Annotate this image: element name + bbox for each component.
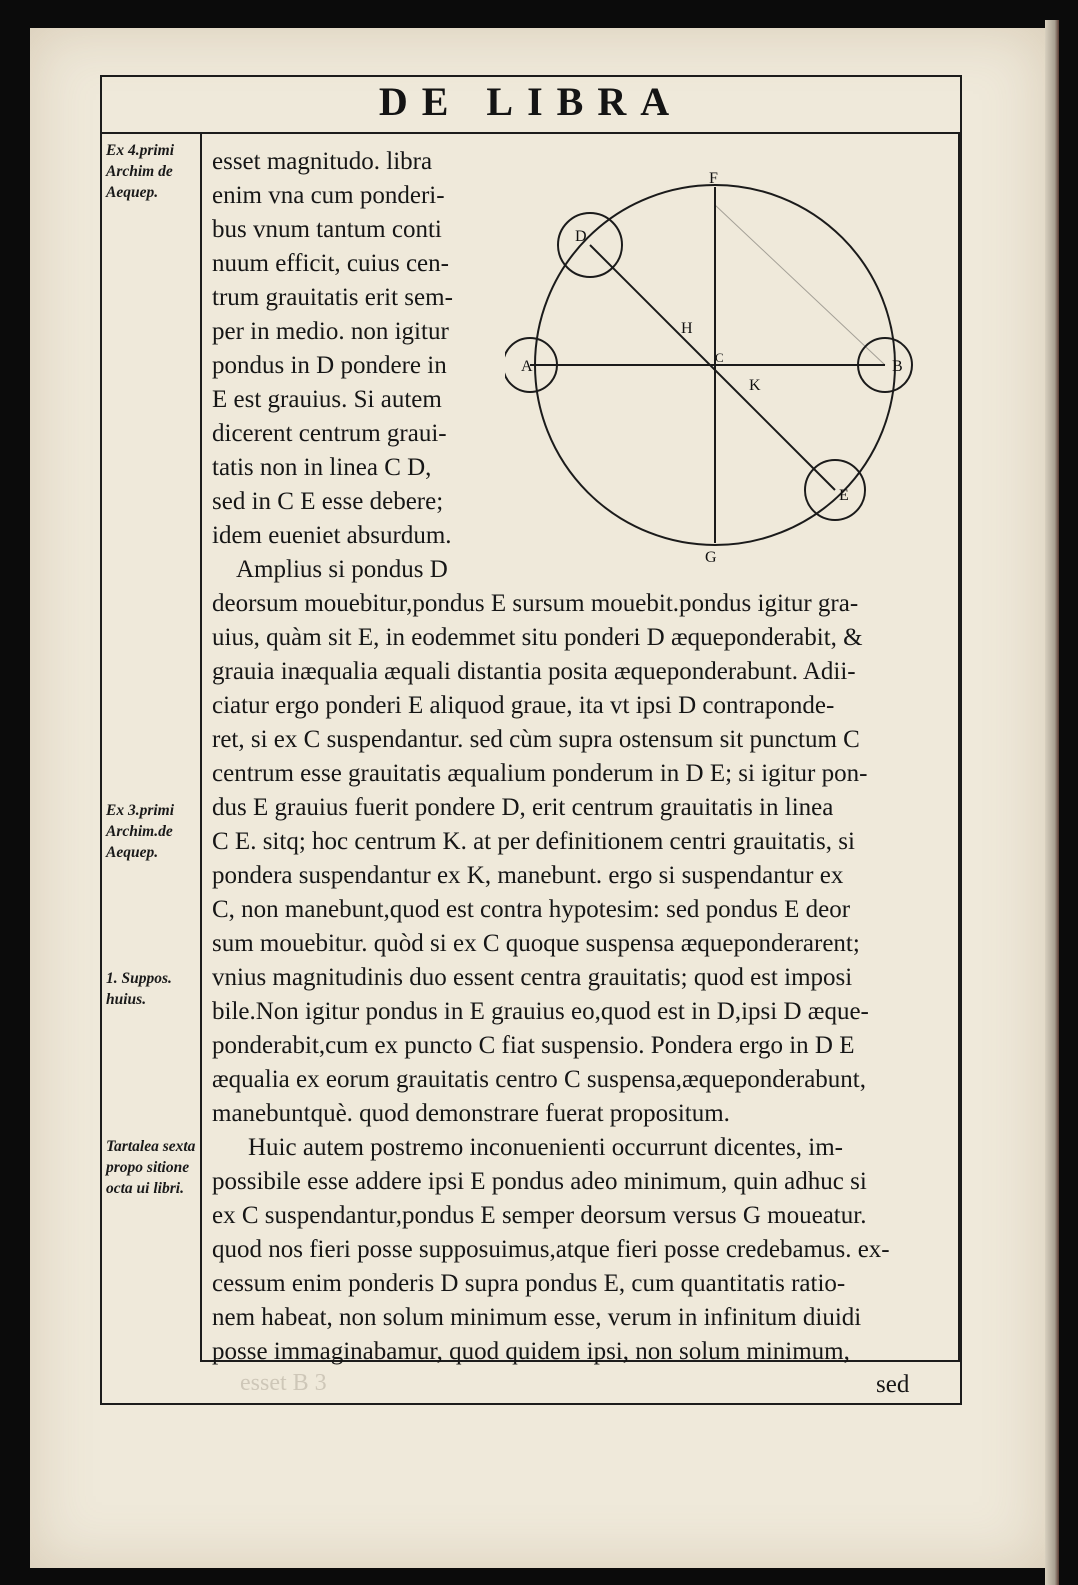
text-line: trum grauitatis erit sem- [212, 284, 453, 311]
label-a: A [521, 358, 533, 375]
label-c: C [715, 350, 724, 365]
text-line: E est grauius. Si autem [212, 386, 442, 413]
text-line: nem habeat, non solum minimum esse, verum in infinitum diuidi [212, 1304, 862, 1331]
text-line: possibile esse addere ipsi E pondus adeo minimum, quin adhuc si [212, 1168, 867, 1195]
text-line: esset magnitudo. libra [212, 148, 433, 175]
label-b: B [892, 358, 903, 375]
bleed-through-text: esset B 3 [240, 1370, 327, 1396]
text-line: grauia inæqualia æquali distantia posita æqueponderabunt. Adii- [212, 658, 856, 685]
text-line: dus E grauius fuerit pondere D, erit centrum grauitatis in linea [212, 794, 834, 821]
text-right-rule [958, 134, 960, 1362]
text-line: ret, si ex C suspendantur. sed cùm supra ostensum sit punctum C [212, 726, 860, 753]
diagonal-line-de [590, 245, 835, 490]
label-f: F [709, 170, 718, 187]
facing-page-edge [1045, 20, 1059, 1585]
text-line: posse immaginabamur, quod quidem ipsi, non solum minimum, [212, 1338, 850, 1365]
text-line: sum mouebitur. quòd si ex C quoque suspensa æqueponderarent; [212, 930, 860, 957]
text-line: æqualia ex eorum grauitatis centro C suspensa,æqueponderabunt, [212, 1066, 867, 1093]
text-line: bus vnum tantum conti [212, 216, 442, 243]
text-line: pondus in D pondere in [212, 352, 447, 379]
text-line: pondera suspendantur ex K, manebunt. ergo si suspendantur ex [212, 862, 844, 889]
text-line: idem eueniet absurdum. [212, 522, 452, 549]
label-k: K [749, 377, 761, 394]
label-e: E [839, 487, 849, 504]
catchword: sed [876, 1371, 910, 1398]
text-line: C, non manebunt,quod est contra hypotesim: sed pondus E deor [212, 896, 851, 923]
marginal-note: Ex 4.primi Archim de Aequep. [106, 142, 175, 201]
text-line: quod nos fieri posse supposuimus,atque fieri posse credebamus. ex- [212, 1236, 890, 1263]
text-line: deorsum mouebitur,pondus E sursum mouebit.pondus igitur gra- [212, 590, 859, 617]
text-line: C E. sitq; hoc centrum K. at per definitionem centri grauitatis, si [212, 828, 855, 855]
marginal-note: Tartalea sexta propo sitione octa ui libri. [106, 1138, 196, 1197]
header-rule [100, 132, 962, 134]
text-line: per in medio. non igitur [212, 318, 449, 345]
marginal-note: Ex 3.primi Archim.de Aequep. [106, 802, 175, 861]
text-line: ciatur ergo ponderi E aliquod graue, ita vt ipsi D contraponde- [212, 692, 835, 719]
text-line: cessum enim ponderis D supra pondus E, cum quantitatis ratio- [212, 1270, 846, 1297]
label-h: H [681, 320, 693, 337]
text-line: uius, quàm sit E, in eodemmet situ ponderi D æqueponderabit, & [212, 624, 863, 651]
running-head: DE LIBRA [378, 79, 684, 124]
text-line: enim vna cum ponderi- [212, 182, 445, 209]
label-d: D [575, 228, 587, 245]
text-line: bile.Non igitur pondus in E grauius eo,quod est in D,ipsi D æque- [212, 998, 869, 1025]
text-line: Huic autem postremo inconuenienti occurrunt dicentes, im- [248, 1134, 843, 1161]
text-line: vnius magnitudinis duo essent centra grauitatis; quod est imposi [212, 964, 853, 991]
text-line: dicerent centrum graui- [212, 420, 447, 447]
text-line: Amplius si pondus D [236, 556, 448, 583]
text-line: nuum efficit, cuius cen- [212, 250, 449, 277]
text-line: ex C suspendantur,pondus E semper deorsum versus G moueatur. [212, 1202, 867, 1229]
text-line: manebuntquè. quod demonstrare fuerat propositum. [212, 1100, 730, 1127]
text-line: tatis non in linea C D, [212, 454, 432, 481]
text-line: centrum esse grauitatis æqualium ponderum in D E; si igitur pon- [212, 760, 868, 787]
label-g: G [705, 549, 717, 565]
text-line: ponderabit,cum ex puncto C fiat suspensio. Pondera ergo in D E [212, 1032, 855, 1059]
balance-diagram [505, 165, 925, 565]
text-line: sed in C E esse debere; [212, 488, 444, 515]
marginal-note: 1. Suppos. huius. [106, 970, 172, 1008]
